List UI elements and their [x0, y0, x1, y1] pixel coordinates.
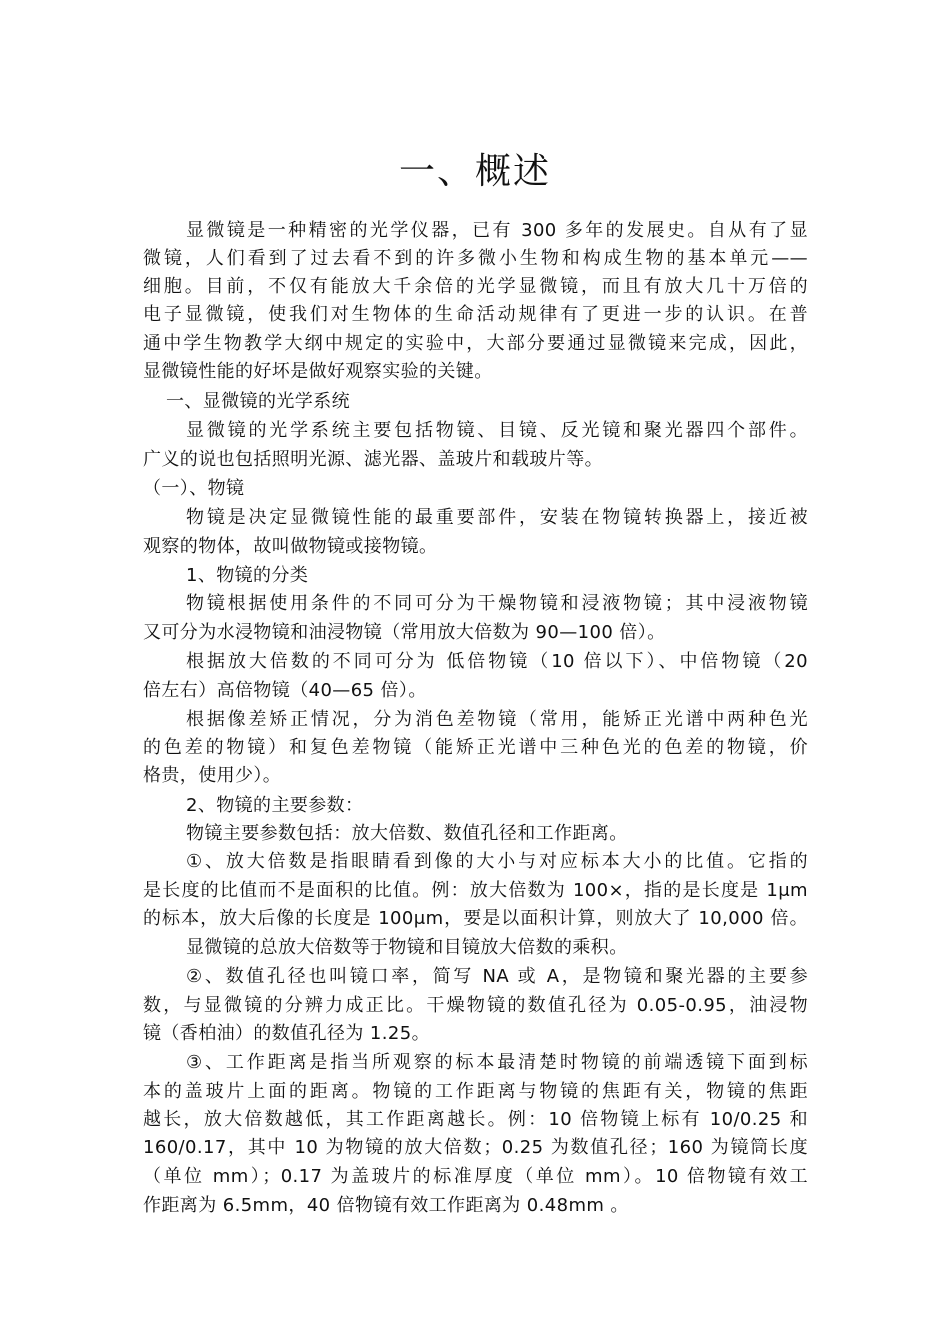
text-line: 越长，放大倍数越低，其工作距离越长。例：10 倍物镜上标有 10/0.25 和 [143, 1109, 808, 1130]
text-line: 一、显微镜的光学系统 [166, 391, 350, 412]
text-line: 广义的说也包括照明光源、滤光器、盖玻片和载玻片等。 [143, 449, 603, 470]
text-line: 160/0.17，其中 10 为物镜的放大倍数；0.25 为数值孔径；160 为镜筒长度 [143, 1137, 808, 1158]
text-line: 根据像差矫正情况，分为消色差物镜（常用，能矫正光谱中两种色光 [186, 709, 808, 730]
text-line: 1、物镜的分类 [186, 565, 309, 586]
text-line: 数，与显微镜的分辨力成正比。干燥物镜的数值孔径为 0.05-0.95，油浸物 [143, 995, 808, 1016]
text-line: 物镜是决定显微镜性能的最重要部件，安装在物镜转换器上，接近被 [186, 507, 808, 528]
text-line: 微镜，人们看到了过去看不到的许多微小生物和构成生物的基本单元—— [143, 248, 808, 269]
text-line: 显微镜性能的好坏是做好观察实验的关键。 [143, 361, 493, 382]
text-line: ②、数值孔径也叫镜口率，简写 NA 或 A，是物镜和聚光器的主要参 [186, 966, 808, 987]
text-line: 是长度的比值而不是面积的比值。例：放大倍数为 100×，指的是长度是 1μm [143, 880, 808, 901]
text-line: ③、工作距离是指当所观察的标本最清楚时物镜的前端透镜下面到标 [186, 1052, 808, 1073]
text-line: 又可分为水浸物镜和油浸物镜（常用放大倍数为 90—100 倍）。 [143, 622, 666, 643]
text-line: 电子显微镜，使我们对生物体的生命活动规律有了更进一步的认识。在普 [143, 304, 808, 325]
text-line: 作距离为 6.5mm，40 倍物镜有效工作距离为 0.48mm 。 [143, 1195, 629, 1216]
page-title: 一、概述 [398, 151, 551, 192]
text-line: ①、放大倍数是指眼睛看到像的大小与对应标本大小的比值。它指的 [186, 851, 808, 872]
text-line: 物镜根据使用条件的不同可分为干燥物镜和浸液物镜；其中浸液物镜 [186, 593, 808, 614]
text-line: 通中学生物教学大纲中规定的实验中，大部分要通过显微镜来完成，因此， [143, 333, 808, 354]
text-line: 2、物镜的主要参数： [186, 795, 364, 816]
text-line: 显微镜的总放大倍数等于物镜和目镜放大倍数的乘积。 [186, 937, 628, 958]
text-line: （单位 mm）；0.17 为盖玻片的标准厚度（单位 mm）。10 倍物镜有效工 [143, 1166, 808, 1187]
text-line: 显微镜是一种精密的光学仪器，已有 300 多年的发展史。自从有了显 [186, 220, 808, 241]
text-line: 格贵，使用少）。 [143, 765, 282, 786]
text-line: 本的盖玻片上面的距离。物镜的工作距离与物镜的焦距有关，物镜的焦距 [143, 1081, 808, 1102]
text-line: 显微镜的光学系统主要包括物镜、目镜、反光镜和聚光器四个部件。 [186, 420, 808, 441]
text-line: 的色差的物镜）和复色差物镜（能矫正光谱中三种色光的色差的物镜，价 [143, 737, 808, 758]
text-line: 物镜主要参数包括：放大倍数、数值孔径和工作距离。 [186, 823, 628, 844]
text-line: 细胞。目前，不仅有能放大千余倍的光学显微镜，而且有放大几十万倍的 [143, 276, 808, 297]
text-line: 倍左右）高倍物镜（40—65 倍）。 [143, 680, 427, 701]
text-line: 观察的物体，故叫做物镜或接物镜。 [143, 536, 438, 557]
text-line: （一）、物镜 [143, 478, 245, 499]
text-line: 镜（香柏油）的数值孔径为 1.25。 [143, 1023, 430, 1044]
text-line: 根据放大倍数的不同可分为 低倍物镜（10 倍以下）、中倍物镜（20 [186, 651, 808, 672]
text-line: 的标本，放大后像的长度是 100μm，要是以面积计算，则放大了 10,000 倍。 [143, 908, 808, 929]
